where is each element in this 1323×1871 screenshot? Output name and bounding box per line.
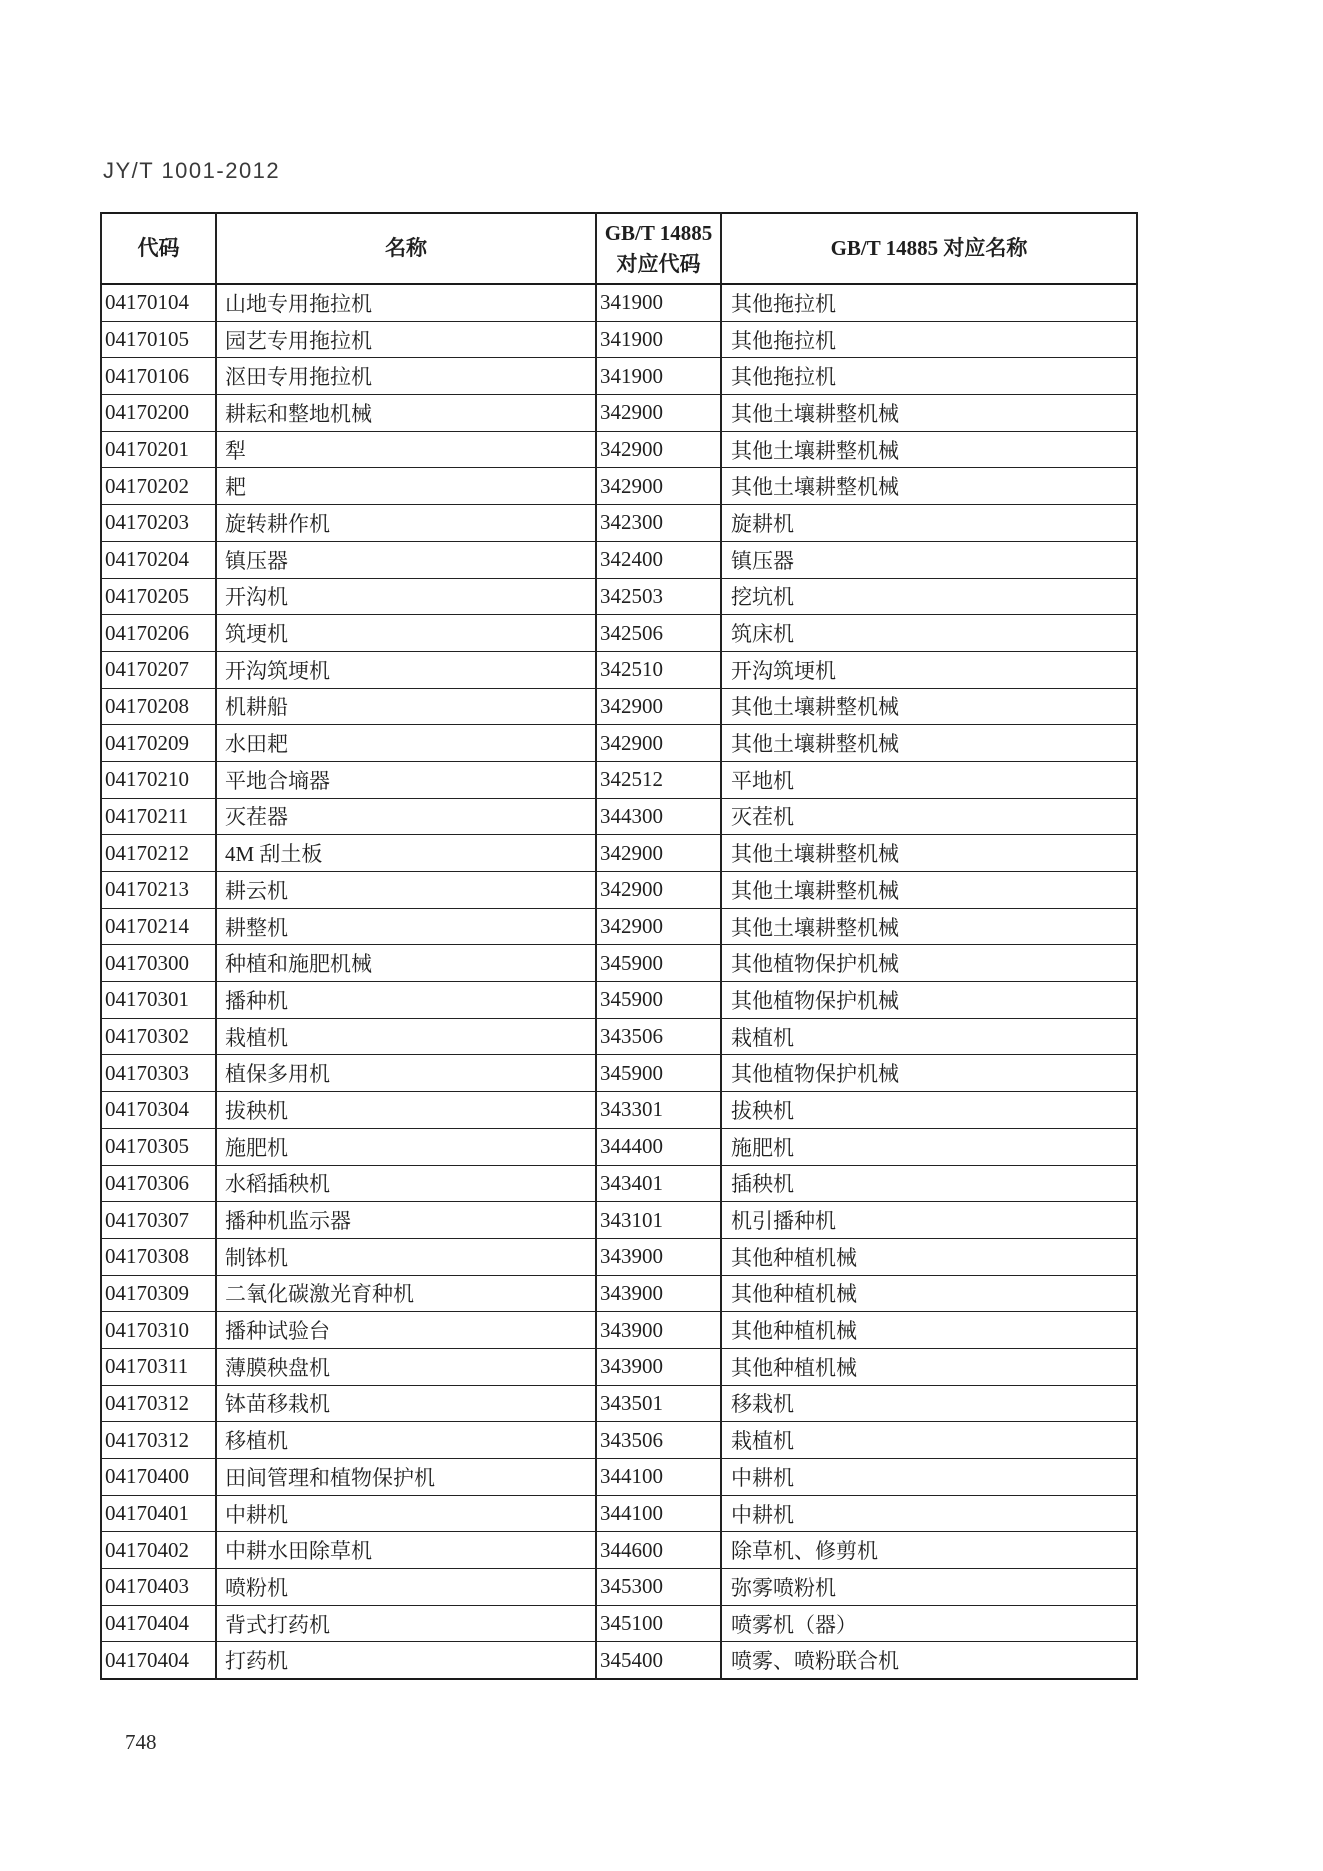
- cell-gbt-name: 其他种植机械: [721, 1238, 1137, 1275]
- cell-gbt-code: 345900: [596, 1055, 721, 1092]
- table-row: [101, 358, 1137, 395]
- cell-code: 04170403: [101, 1569, 216, 1606]
- cell-gbt-code: 343900: [596, 1238, 721, 1275]
- cell-name: 沤田专用拖拉机: [216, 358, 596, 395]
- cell-gbt-name: 喷雾、喷粉联合机: [721, 1642, 1137, 1679]
- cell-gbt-name: 镇压器: [721, 541, 1137, 578]
- cell-code: 04170402: [101, 1532, 216, 1569]
- cell-name: 灭茬器: [216, 798, 596, 835]
- cell-code: 04170404: [101, 1642, 216, 1679]
- table-row: [101, 431, 1137, 468]
- cell-gbt-name: 中耕机: [721, 1495, 1137, 1532]
- cell-gbt-code: 343506: [596, 1422, 721, 1459]
- cell-gbt-name: 开沟筑埂机: [721, 651, 1137, 688]
- cell-gbt-name: 其他土壤耕整机械: [721, 835, 1137, 872]
- cell-code: 04170201: [101, 431, 216, 468]
- cell-code: 04170310: [101, 1312, 216, 1349]
- cell-name: 耕云机: [216, 872, 596, 909]
- cell-name: 种植和施肥机械: [216, 945, 596, 982]
- table-row: [101, 615, 1137, 652]
- table-row: [101, 505, 1137, 542]
- table-row: [101, 395, 1137, 432]
- cell-name: 中耕机: [216, 1495, 596, 1532]
- cell-name: 机耕船: [216, 688, 596, 725]
- cell-gbt-code: 344400: [596, 1128, 721, 1165]
- standard-code-title: JY/T 1001-2012: [103, 158, 281, 183]
- cell-gbt-name: 筑床机: [721, 615, 1137, 652]
- cell-name: 植保多用机: [216, 1055, 596, 1092]
- code-mapping-table: [100, 212, 1138, 1680]
- cell-code: 04170203: [101, 505, 216, 542]
- cell-name: 耕整机: [216, 908, 596, 945]
- cell-code: 04170302: [101, 1018, 216, 1055]
- cell-gbt-code: 342400: [596, 541, 721, 578]
- cell-name: 镇压器: [216, 541, 596, 578]
- cell-code: 04170209: [101, 725, 216, 762]
- cell-gbt-code: 342900: [596, 468, 721, 505]
- cell-name: 中耕水田除草机: [216, 1532, 596, 1569]
- cell-gbt-name: 插秧机: [721, 1165, 1137, 1202]
- cell-code: 04170311: [101, 1348, 216, 1385]
- cell-gbt-code: 345300: [596, 1569, 721, 1606]
- table-row: [101, 541, 1137, 578]
- cell-code: 04170105: [101, 321, 216, 358]
- cell-gbt-name: 其他种植机械: [721, 1312, 1137, 1349]
- cell-gbt-code: 345900: [596, 982, 721, 1019]
- cell-name: 4M 刮土板: [216, 835, 596, 872]
- table-row: [101, 468, 1137, 505]
- cell-gbt-name: 喷雾机（器）: [721, 1605, 1137, 1642]
- cell-code: 04170212: [101, 835, 216, 872]
- table-row: [101, 578, 1137, 615]
- cell-gbt-name: 栽植机: [721, 1422, 1137, 1459]
- cell-gbt-name: 旋耕机: [721, 505, 1137, 542]
- page-number: 748: [125, 1730, 157, 1754]
- cell-gbt-code: 343900: [596, 1275, 721, 1312]
- table-row: [101, 1092, 1137, 1129]
- cell-name: 拔秧机: [216, 1092, 596, 1129]
- cell-name: 筑埂机: [216, 615, 596, 652]
- cell-gbt-code: 342300: [596, 505, 721, 542]
- cell-name: 喷粉机: [216, 1569, 596, 1606]
- cell-gbt-code: 343506: [596, 1018, 721, 1055]
- table-row: [101, 982, 1137, 1019]
- cell-name: 开沟机: [216, 578, 596, 615]
- table-body: [101, 284, 1137, 1679]
- cell-code: 04170300: [101, 945, 216, 982]
- cell-gbt-code: 342900: [596, 431, 721, 468]
- table-row: [101, 872, 1137, 909]
- cell-gbt-code: 343401: [596, 1165, 721, 1202]
- column-header-gbt-code: [596, 213, 721, 284]
- cell-name: 耙: [216, 468, 596, 505]
- column-header-gbt-code-line2: 对应代码: [616, 251, 701, 276]
- cell-name: 二氧化碳激光育种机: [216, 1275, 596, 1312]
- table-row: [101, 1348, 1137, 1385]
- cell-gbt-name: 其他土壤耕整机械: [721, 908, 1137, 945]
- column-header-gbt-name: [721, 213, 1137, 284]
- cell-gbt-code: 345400: [596, 1642, 721, 1679]
- cell-name: 开沟筑埂机: [216, 651, 596, 688]
- table-row: [101, 1642, 1137, 1679]
- cell-code: 04170308: [101, 1238, 216, 1275]
- cell-code: 04170401: [101, 1495, 216, 1532]
- cell-gbt-code: 344100: [596, 1495, 721, 1532]
- cell-gbt-code: 345900: [596, 945, 721, 982]
- column-header-name: [216, 213, 596, 284]
- cell-name: 制钵机: [216, 1238, 596, 1275]
- cell-code: 04170301: [101, 982, 216, 1019]
- cell-name: 犁: [216, 431, 596, 468]
- cell-gbt-name: 其他种植机械: [721, 1275, 1137, 1312]
- cell-code: 04170312: [101, 1385, 216, 1422]
- cell-gbt-name: 其他土壤耕整机械: [721, 725, 1137, 762]
- cell-code: 04170312: [101, 1422, 216, 1459]
- table-row: [101, 688, 1137, 725]
- cell-gbt-code: 342900: [596, 395, 721, 432]
- cell-gbt-code: 342503: [596, 578, 721, 615]
- cell-code: 04170104: [101, 284, 216, 321]
- table-row: [101, 284, 1137, 321]
- cell-gbt-code: 342900: [596, 835, 721, 872]
- cell-gbt-name: 其他土壤耕整机械: [721, 395, 1137, 432]
- cell-gbt-name: 中耕机: [721, 1459, 1137, 1496]
- cell-code: 04170207: [101, 651, 216, 688]
- table-row: [101, 835, 1137, 872]
- cell-name: 播种机监示器: [216, 1202, 596, 1239]
- cell-code: 04170202: [101, 468, 216, 505]
- cell-gbt-name: 拔秧机: [721, 1092, 1137, 1129]
- table-row: [101, 908, 1137, 945]
- cell-name: 播种机: [216, 982, 596, 1019]
- cell-code: 04170303: [101, 1055, 216, 1092]
- cell-code: 04170204: [101, 541, 216, 578]
- cell-name: 背式打药机: [216, 1605, 596, 1642]
- cell-gbt-code: 342512: [596, 761, 721, 798]
- table-row: [101, 1275, 1137, 1312]
- cell-gbt-name: 施肥机: [721, 1128, 1137, 1165]
- table-row: [101, 1055, 1137, 1092]
- cell-name: 平地合墒器: [216, 761, 596, 798]
- table-row: [101, 1605, 1137, 1642]
- cell-gbt-code: 344600: [596, 1532, 721, 1569]
- table-row: [101, 1202, 1137, 1239]
- cell-code: 04170205: [101, 578, 216, 615]
- cell-gbt-name: 机引播种机: [721, 1202, 1137, 1239]
- cell-gbt-code: 341900: [596, 358, 721, 395]
- cell-code: 04170210: [101, 761, 216, 798]
- cell-gbt-name: 其他拖拉机: [721, 321, 1137, 358]
- cell-code: 04170309: [101, 1275, 216, 1312]
- table-header-row: [101, 213, 1137, 284]
- cell-code: 04170213: [101, 872, 216, 909]
- cell-gbt-name: 其他土壤耕整机械: [721, 688, 1137, 725]
- cell-code: 04170214: [101, 908, 216, 945]
- cell-gbt-code: 342900: [596, 872, 721, 909]
- table-row: [101, 1312, 1137, 1349]
- table-row: [101, 1018, 1137, 1055]
- cell-gbt-name: 其他种植机械: [721, 1348, 1137, 1385]
- table-row: [101, 1532, 1137, 1569]
- cell-name: 水稻插秧机: [216, 1165, 596, 1202]
- cell-code: 04170304: [101, 1092, 216, 1129]
- cell-gbt-name: 其他拖拉机: [721, 358, 1137, 395]
- cell-gbt-name: 其他植物保护机械: [721, 1055, 1137, 1092]
- cell-name: 移植机: [216, 1422, 596, 1459]
- table-row: [101, 798, 1137, 835]
- cell-gbt-code: 343900: [596, 1348, 721, 1385]
- column-header-code: [101, 213, 216, 284]
- table-row: [101, 1165, 1137, 1202]
- cell-gbt-name: 栽植机: [721, 1018, 1137, 1055]
- cell-gbt-name: 平地机: [721, 761, 1137, 798]
- cell-gbt-code: 341900: [596, 321, 721, 358]
- cell-gbt-name: 除草机、修剪机: [721, 1532, 1137, 1569]
- cell-name: 打药机: [216, 1642, 596, 1679]
- cell-name: 钵苗移栽机: [216, 1385, 596, 1422]
- cell-gbt-name: 其他拖拉机: [721, 284, 1137, 321]
- cell-code: 04170307: [101, 1202, 216, 1239]
- cell-gbt-code: 342506: [596, 615, 721, 652]
- cell-code: 04170305: [101, 1128, 216, 1165]
- cell-gbt-name: 其他土壤耕整机械: [721, 431, 1137, 468]
- cell-gbt-code: 345100: [596, 1605, 721, 1642]
- cell-gbt-code: 343900: [596, 1312, 721, 1349]
- cell-gbt-name: 挖坑机: [721, 578, 1137, 615]
- cell-name: 薄膜秧盘机: [216, 1348, 596, 1385]
- cell-gbt-code: 344300: [596, 798, 721, 835]
- cell-name: 栽植机: [216, 1018, 596, 1055]
- table-row: [101, 1385, 1137, 1422]
- column-header-gbt-name-label: GB/T 14885 对应名称: [830, 236, 1028, 261]
- table-row: [101, 1569, 1137, 1606]
- cell-gbt-name: 移栽机: [721, 1385, 1137, 1422]
- cell-gbt-name: 其他植物保护机械: [721, 945, 1137, 982]
- table-row: [101, 651, 1137, 688]
- cell-code: 04170200: [101, 395, 216, 432]
- cell-gbt-code: 342900: [596, 908, 721, 945]
- cell-gbt-code: 343301: [596, 1092, 721, 1129]
- cell-code: 04170404: [101, 1605, 216, 1642]
- table-row: [101, 1422, 1137, 1459]
- cell-gbt-name: 其他土壤耕整机械: [721, 468, 1137, 505]
- cell-gbt-name: 灭茬机: [721, 798, 1137, 835]
- cell-name: 播种试验台: [216, 1312, 596, 1349]
- table-row: [101, 1495, 1137, 1532]
- cell-gbt-code: 344100: [596, 1459, 721, 1496]
- cell-name: 施肥机: [216, 1128, 596, 1165]
- cell-name: 耕耘和整地机械: [216, 395, 596, 432]
- cell-name: 山地专用拖拉机: [216, 284, 596, 321]
- table-row: [101, 725, 1137, 762]
- cell-gbt-code: 342510: [596, 651, 721, 688]
- cell-code: 04170106: [101, 358, 216, 395]
- cell-code: 04170211: [101, 798, 216, 835]
- cell-name: 旋转耕作机: [216, 505, 596, 542]
- cell-gbt-code: 341900: [596, 284, 721, 321]
- cell-code: 04170208: [101, 688, 216, 725]
- cell-name: 水田耙: [216, 725, 596, 762]
- column-header-name-label: 名称: [385, 236, 427, 261]
- cell-gbt-name: 其他植物保护机械: [721, 982, 1137, 1019]
- cell-name: 田间管理和植物保护机: [216, 1459, 596, 1496]
- cell-gbt-code: 342900: [596, 725, 721, 762]
- cell-gbt-code: 342900: [596, 688, 721, 725]
- table-row: [101, 1128, 1137, 1165]
- cell-gbt-code: 343101: [596, 1202, 721, 1239]
- table-row: [101, 1238, 1137, 1275]
- cell-name: 园艺专用拖拉机: [216, 321, 596, 358]
- table-row: [101, 321, 1137, 358]
- column-header-gbt-code-line1: GB/T 14885: [604, 221, 713, 246]
- table-row: [101, 945, 1137, 982]
- cell-code: 04170400: [101, 1459, 216, 1496]
- column-header-code-label: 代码: [137, 236, 180, 261]
- cell-gbt-name: 其他土壤耕整机械: [721, 872, 1137, 909]
- cell-gbt-code: 343501: [596, 1385, 721, 1422]
- cell-gbt-name: 弥雾喷粉机: [721, 1569, 1137, 1606]
- table-row: [101, 761, 1137, 798]
- cell-code: 04170306: [101, 1165, 216, 1202]
- table-row: [101, 1459, 1137, 1496]
- cell-code: 04170206: [101, 615, 216, 652]
